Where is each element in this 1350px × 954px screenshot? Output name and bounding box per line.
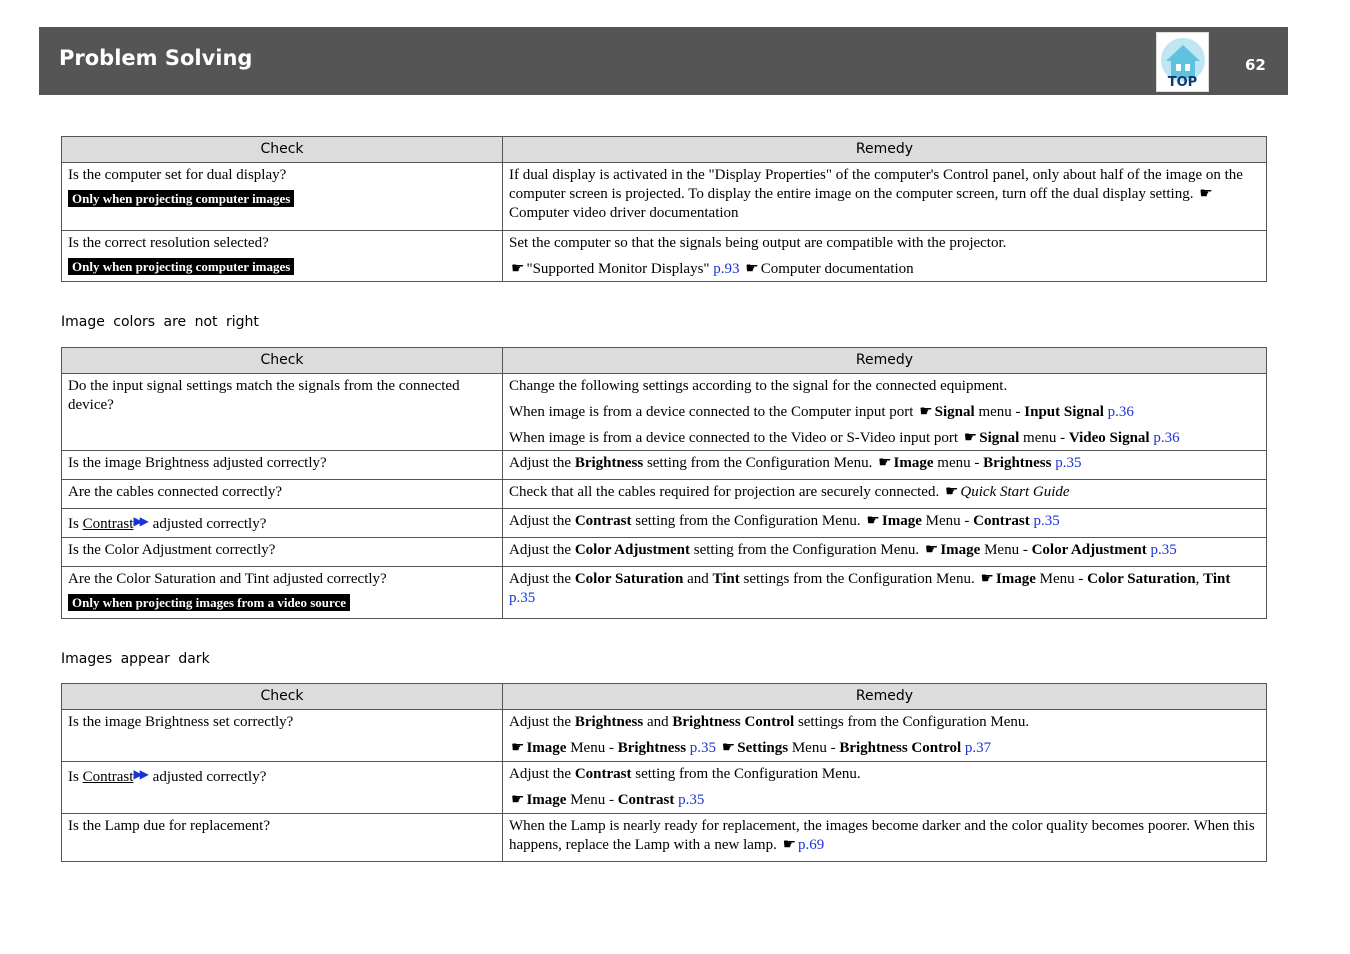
table-row bbox=[62, 374, 1267, 451]
hand-pointer-icon: ☛ bbox=[878, 455, 892, 471]
separator: , bbox=[1195, 571, 1200, 587]
remedy-text: setting from the Configuration Menu. bbox=[693, 542, 920, 558]
check-column-header: Check bbox=[62, 684, 503, 710]
setting-name: Contrast bbox=[574, 766, 632, 782]
hand-pointer-icon: ☛ bbox=[721, 740, 736, 756]
remedy-cell bbox=[503, 374, 1267, 451]
remedy-line bbox=[509, 403, 1260, 422]
hand-pointer-icon: ☛ bbox=[511, 792, 525, 808]
page-header bbox=[39, 27, 1288, 95]
reference-text: Computer video driver documentation bbox=[509, 205, 739, 221]
hand-pointer-icon: ☛ bbox=[866, 513, 880, 529]
menu-separator: Menu - bbox=[1039, 571, 1084, 587]
table-row bbox=[62, 451, 1267, 480]
table-row bbox=[62, 538, 1267, 567]
page-link[interactable]: p.35 bbox=[689, 740, 717, 756]
remedy-cell bbox=[503, 480, 1267, 509]
remedy-text: When the Lamp is nearly ready for replacement, the images become darker and the color quality becomes poorer. When this happens, replace the Lamp with a new lamp. bbox=[509, 818, 1255, 853]
menu-separator: Menu - bbox=[925, 513, 970, 529]
remedy-text: Check that all the cables required for projection are securely connected. bbox=[509, 484, 940, 500]
remedy-line bbox=[509, 791, 1260, 810]
remedy-column-header: Remedy bbox=[503, 684, 1267, 710]
remedy-text: Adjust the bbox=[509, 714, 572, 730]
menu-name: Image bbox=[881, 513, 922, 529]
menu-name: Image bbox=[526, 792, 567, 808]
setting-name: Contrast bbox=[574, 513, 632, 529]
table-row bbox=[62, 814, 1267, 862]
check-cell: Are the cables connected correctly? bbox=[62, 480, 503, 509]
page-number: 62 bbox=[1245, 56, 1266, 74]
setting-name: Color Adjustment bbox=[574, 542, 690, 558]
table-row bbox=[62, 710, 1267, 762]
check-column-header: Check bbox=[62, 348, 503, 374]
check-text: Is bbox=[68, 516, 79, 532]
check-column-header: Check bbox=[62, 137, 503, 163]
section-heading-dark: Images appear dark bbox=[61, 651, 210, 667]
page-link[interactable]: p.35 bbox=[1033, 513, 1060, 529]
remedy-text: Change the following settings according to the signal for the connected equipment. bbox=[509, 378, 1008, 394]
remedy-cell bbox=[503, 163, 1267, 231]
table-row bbox=[62, 567, 1267, 619]
page-link[interactable]: p.35 bbox=[1150, 542, 1177, 558]
table-row bbox=[62, 762, 1267, 814]
setting-name: Brightness bbox=[574, 714, 644, 730]
menu-name: Signal bbox=[934, 404, 975, 420]
check-text: Is the computer set for dual display? bbox=[68, 167, 287, 183]
check-cell: Is the Lamp due for replacement? bbox=[62, 814, 503, 862]
menu-item: Input Signal bbox=[1024, 404, 1104, 420]
menu-name: Image bbox=[893, 455, 934, 471]
page-link[interactable]: p.35 bbox=[1055, 455, 1082, 471]
remedy-text: setting from the Configuration Menu. bbox=[635, 513, 861, 529]
remedy-cell bbox=[503, 538, 1267, 567]
reference-text: "Supported Monitor Displays" bbox=[526, 261, 710, 277]
menu-item: Brightness bbox=[617, 740, 687, 756]
remedy-text: Adjust the bbox=[509, 571, 572, 587]
table-header-row bbox=[62, 348, 1267, 374]
section-heading-colors: Image colors are not right bbox=[61, 314, 259, 330]
setting-name: Brightness bbox=[574, 455, 644, 471]
problem-table-display bbox=[61, 136, 1267, 282]
menu-name: Image bbox=[995, 571, 1036, 587]
hand-pointer-icon: ☛ bbox=[944, 484, 959, 500]
remedy-line bbox=[509, 429, 1260, 448]
check-cell: Do the input signal settings match the signals from the connected device? bbox=[62, 374, 503, 451]
remedy-cell bbox=[503, 451, 1267, 480]
check-cell: Is the Color Adjustment correctly? bbox=[62, 538, 503, 567]
glossary-term-link[interactable]: Contrast bbox=[82, 769, 134, 785]
menu-item: Contrast bbox=[973, 513, 1030, 529]
setting-name: Brightness Control bbox=[672, 714, 795, 730]
hand-pointer-icon: ☛ bbox=[511, 740, 525, 756]
hand-pointer-icon: ☛ bbox=[782, 837, 797, 853]
remedy-text: settings from the Configuration Menu. bbox=[797, 714, 1030, 730]
table-header-row bbox=[62, 137, 1267, 163]
menu-separator: menu - bbox=[978, 404, 1021, 420]
remedy-cell bbox=[503, 231, 1267, 282]
menu-name: Signal bbox=[979, 430, 1020, 446]
condition-badge: Only when projecting computer images bbox=[68, 258, 294, 275]
check-text: Is the correct resolution selected? bbox=[68, 235, 269, 251]
hand-pointer-icon: ☛ bbox=[1199, 186, 1213, 202]
page-link[interactable]: p.36 bbox=[1153, 430, 1180, 446]
remedy-text: settings from the Configuration Menu. bbox=[743, 571, 975, 587]
page-title: Problem Solving bbox=[59, 46, 253, 70]
check-cell bbox=[62, 567, 503, 619]
remedy-text: and bbox=[646, 714, 669, 730]
menu-item: Brightness bbox=[983, 455, 1052, 471]
remedy-text: setting from the Configuration Menu. bbox=[635, 766, 861, 782]
remedy-line bbox=[509, 765, 1260, 784]
remedy-cell bbox=[503, 509, 1267, 538]
problem-table-dark bbox=[61, 683, 1267, 862]
page-link[interactable]: p.69 bbox=[798, 837, 825, 853]
double-arrow-icon[interactable]: ▶▶ bbox=[133, 514, 146, 528]
remedy-text: setting from the Configuration Menu. bbox=[646, 455, 873, 471]
menu-separator: Menu - bbox=[791, 740, 836, 756]
page-link[interactable]: p.36 bbox=[1107, 404, 1134, 420]
check-cell bbox=[62, 762, 503, 814]
table-row bbox=[62, 480, 1267, 509]
menu-separator: menu - bbox=[937, 455, 980, 471]
menu-separator: Menu - bbox=[570, 792, 614, 808]
reference-text: Computer documentation bbox=[760, 261, 914, 277]
remedy-text: and bbox=[687, 571, 709, 587]
top-button[interactable] bbox=[1156, 32, 1209, 92]
check-cell bbox=[62, 231, 503, 282]
remedy-line bbox=[509, 739, 1260, 758]
menu-separator: menu - bbox=[1023, 430, 1066, 446]
condition-badge: Only when projecting images from a video source bbox=[68, 594, 350, 611]
remedy-line bbox=[509, 713, 1260, 732]
hand-pointer-icon: ☛ bbox=[511, 261, 525, 277]
table-row bbox=[62, 509, 1267, 538]
remedy-text: Adjust the bbox=[509, 542, 572, 558]
problem-table-colors bbox=[61, 347, 1267, 619]
table-row bbox=[62, 231, 1267, 282]
table-header-row bbox=[62, 684, 1267, 710]
remedy-column-header: Remedy bbox=[503, 137, 1267, 163]
guide-reference: Quick Start Guide bbox=[960, 484, 1070, 500]
menu-separator: Menu - bbox=[984, 542, 1028, 558]
menu-name: Settings bbox=[737, 740, 789, 756]
setting-name: Tint bbox=[712, 571, 740, 587]
remedy-text: If dual display is activated in the "Display Properties" of the computer's Control panel, only about half of the image on the computer screen is projected. To display the entire image on the computer screen, turn off the dual display setting. bbox=[509, 167, 1243, 202]
menu-item: Color Saturation bbox=[1087, 571, 1196, 587]
menu-separator: Menu - bbox=[570, 740, 614, 756]
check-cell bbox=[62, 509, 503, 538]
table-row bbox=[62, 163, 1267, 231]
remedy-cell bbox=[503, 814, 1267, 862]
setting-name: Color Saturation bbox=[574, 571, 684, 587]
page-link[interactable]: p.35 bbox=[509, 590, 536, 606]
check-text: adjusted correctly? bbox=[152, 769, 267, 785]
hand-pointer-icon: ☛ bbox=[963, 430, 978, 446]
menu-name: Image bbox=[940, 542, 981, 558]
page-link[interactable]: p.35 bbox=[678, 792, 705, 808]
hand-pointer-icon: ☛ bbox=[980, 571, 994, 587]
condition-badge: Only when projecting computer images bbox=[68, 190, 294, 207]
hand-pointer-icon: ☛ bbox=[745, 261, 759, 277]
remedy-text: Set the computer so that the signals being output are compatible with the projector. bbox=[509, 235, 1007, 251]
remedy-cell bbox=[503, 710, 1267, 762]
remedy-text: Adjust the bbox=[509, 513, 572, 529]
top-button-label: TOP bbox=[1167, 75, 1198, 90]
double-arrow-icon[interactable]: ▶▶ bbox=[133, 767, 146, 781]
remedy-text: When image is from a device connected to the Computer input port bbox=[509, 404, 914, 420]
check-text: Are the Color Saturation and Tint adjusted correctly? bbox=[68, 571, 387, 587]
remedy-text: Adjust the bbox=[509, 766, 572, 782]
check-cell: Is the image Brightness set correctly? bbox=[62, 710, 503, 762]
remedy-cell bbox=[503, 762, 1267, 814]
menu-name: Image bbox=[526, 740, 567, 756]
menu-item: Video Signal bbox=[1068, 430, 1150, 446]
page-link[interactable]: p.37 bbox=[964, 740, 992, 756]
check-cell: Is the image Brightness adjusted correctly? bbox=[62, 451, 503, 480]
menu-item: Color Adjustment bbox=[1031, 542, 1147, 558]
page-link[interactable]: p.93 bbox=[713, 261, 740, 277]
hand-pointer-icon: ☛ bbox=[924, 542, 939, 558]
menu-item: Contrast bbox=[617, 792, 675, 808]
remedy-column-header: Remedy bbox=[503, 348, 1267, 374]
check-cell bbox=[62, 163, 503, 231]
glossary-term-link[interactable]: Contrast bbox=[82, 516, 134, 532]
menu-item: Tint bbox=[1203, 571, 1231, 587]
check-text: adjusted correctly? bbox=[152, 516, 267, 532]
remedy-text: Adjust the bbox=[509, 455, 572, 471]
hand-pointer-icon: ☛ bbox=[919, 404, 933, 420]
remedy-cell bbox=[503, 567, 1267, 619]
menu-item: Brightness Control bbox=[839, 740, 962, 756]
remedy-text: When image is from a device connected to the Video or S-Video input port bbox=[509, 430, 959, 446]
check-text: Is bbox=[68, 769, 79, 785]
